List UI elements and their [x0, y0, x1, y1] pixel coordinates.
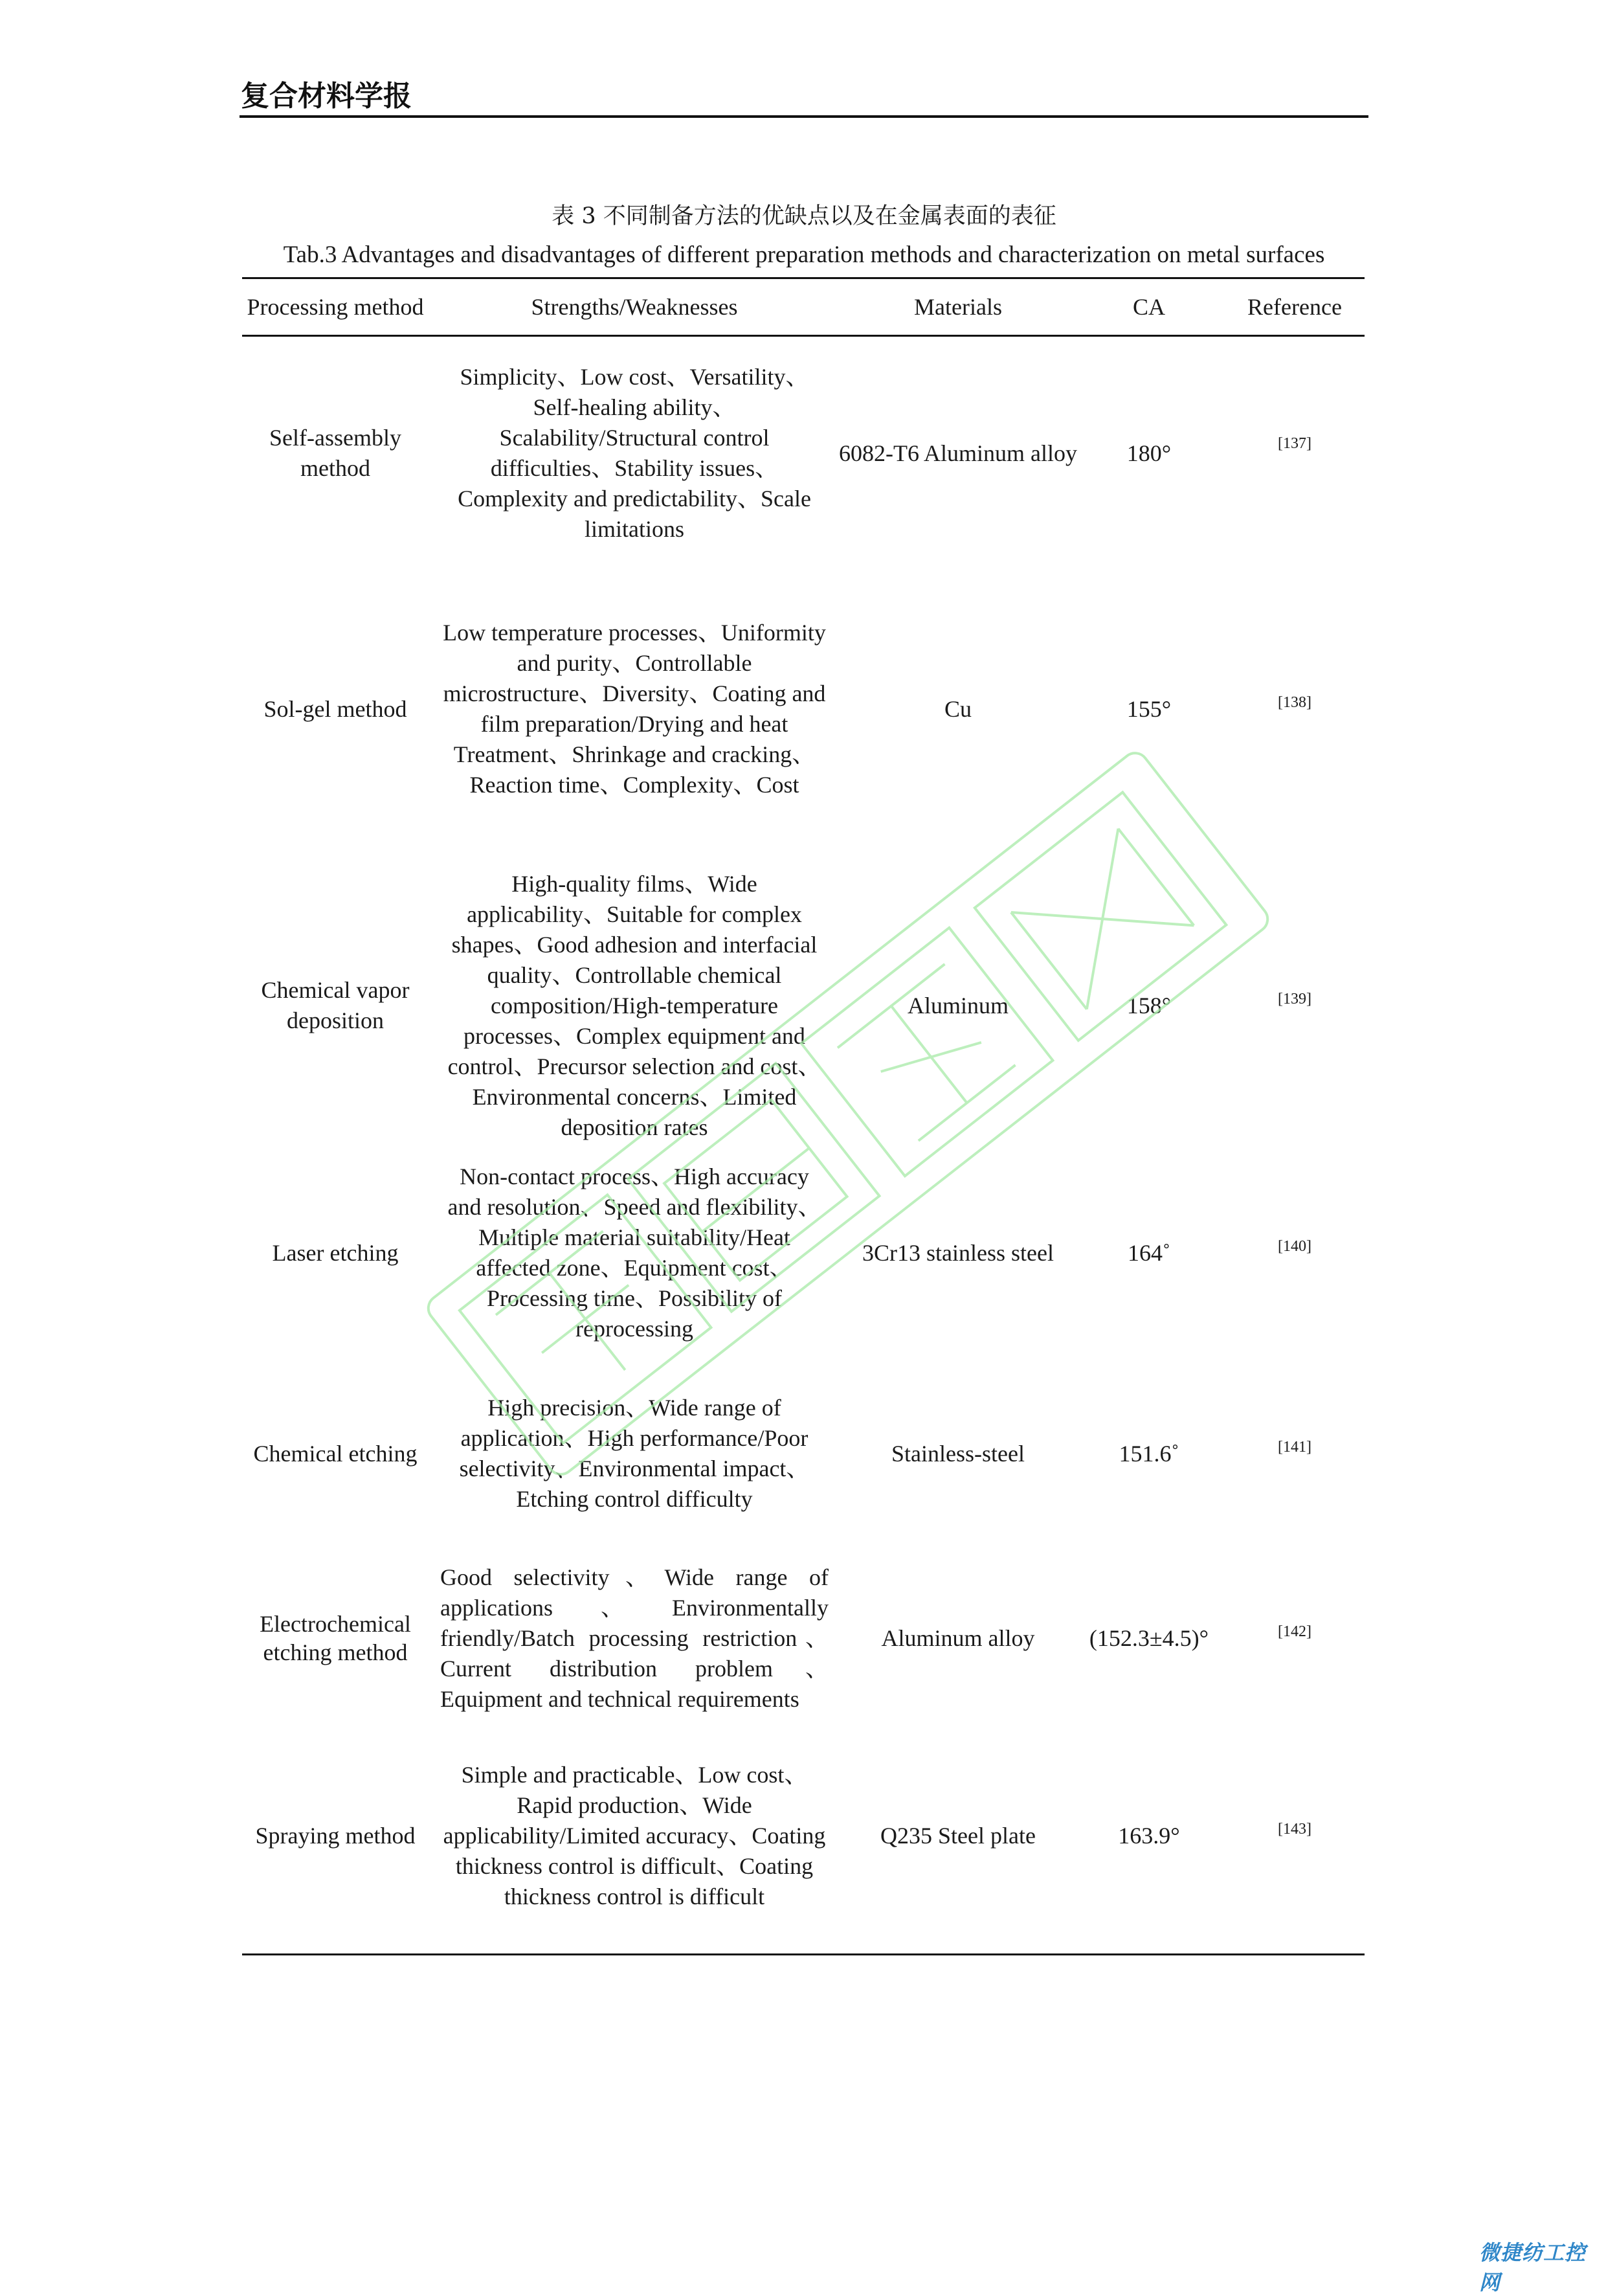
row-1-strengths-weaknesses: Simplicity、Low cost、Versatility、Self-healing ability、Scalability/Structural control difficulties、Stability issues、Complexity and predictability、Scale limitations	[458, 364, 811, 542]
row-4-ca: 164˚	[1128, 1239, 1170, 1266]
row-7-ca: 163.9°	[1118, 1822, 1180, 1849]
row-4-reference: [140]	[1278, 1238, 1311, 1255]
row-5-materials: Stainless-steel	[891, 1440, 1025, 1467]
corner-logo: 微捷纺工控网	[1479, 2240, 1587, 2295]
row-7-materials: Q235 Steel plate	[880, 1822, 1036, 1849]
row-1-ca: 180°	[1126, 440, 1172, 466]
row-2-strengths-weaknesses: Low temperature processes、Uniformity and purity、Controllable microstructure、Diversity、Coating and film preparation/Drying and heat Treatment、Shrinkage and cracking、Reaction time、Complexity、Cost	[443, 620, 826, 798]
table-bottom-rule	[242, 1953, 1365, 1955]
header-processing-method: Processing method	[247, 294, 424, 320]
row-3-materials: Aluminum	[907, 992, 1009, 1019]
row-6-reference: [142]	[1278, 1623, 1311, 1640]
row-5-method: Chemical etching	[253, 1441, 418, 1467]
row-4-method: Laser etching	[272, 1239, 399, 1266]
row-4-strengths-weaknesses: Non-contact process、High accuracy and resolution、Speed and flexibility、Multiple material suitability/Heat affected zone、Equipment cost、Processing time、Possibility of reprocessing	[447, 1164, 821, 1342]
row-2-ca: 155°	[1126, 695, 1172, 722]
row-5-reference: [141]	[1278, 1439, 1311, 1456]
row-2-reference: [138]	[1278, 694, 1311, 711]
header-materials: Materials	[914, 294, 1002, 320]
header-ca: CA	[1132, 294, 1165, 320]
row-1-method: Self-assembly method	[269, 425, 401, 481]
journal-title: 复合材料学报	[241, 80, 412, 113]
table-caption-zh: 表 3 不同制备方法的优缺点以及在金属表面的表征	[552, 203, 1056, 229]
row-4-materials: 3Cr13 stainless steel	[862, 1239, 1054, 1266]
row-5-ca: 151.6˚	[1119, 1440, 1179, 1467]
row-2-method: Sol-gel method	[263, 695, 407, 722]
row-2-materials: Cu	[944, 695, 972, 722]
header-strengths-weaknesses: Strengths/Weaknesses	[531, 294, 738, 320]
header-rule	[240, 115, 1368, 118]
table-caption-en: Tab.3 Advantages and disadvantages of different preparation methods and characterization on metal surfaces	[283, 242, 1325, 268]
table-header-rule	[242, 335, 1365, 337]
row-7-reference: [143]	[1278, 1821, 1311, 1838]
row-3-strengths-weaknesses: High-quality films、Wide applicability、Suitable for complex shapes、Good adhesion and interfacial quality、Controllable chemical composition/High-temperature processes、Complex equipment and control、Precursor selection and cost、Environmental concerns、Limited deposition rates	[447, 870, 821, 1140]
row-6-ca: (152.3±4.5)°	[1089, 1625, 1209, 1651]
row-7-method: Spraying method	[255, 1823, 416, 1849]
header-reference: Reference	[1247, 294, 1342, 320]
row-5-strengths-weaknesses: High precision、Wide range of application、High performance/Poor selectivity、Environmental impact、Etching control difficulty	[459, 1395, 810, 1512]
row-1-reference: [137]	[1278, 435, 1311, 452]
row-6-method: Electrochemical etching method	[260, 1611, 411, 1665]
row-6-materials: Aluminum alloy	[881, 1625, 1035, 1651]
row-3-ca: 158°	[1126, 992, 1172, 1019]
row-3-method: Chemical vapor deposition	[261, 977, 410, 1033]
row-6-strengths-weaknesses: Good selectivity、Wide range of applications、Environmentally friendly/Batch processing restriction、Current distribution problem、Equipment and technical requirements	[440, 1564, 829, 1712]
table-top-rule	[242, 277, 1365, 279]
row-1-materials: 6082-T6 Aluminum alloy	[839, 440, 1077, 466]
row-3-reference: [139]	[1278, 991, 1311, 1007]
row-7-strengths-weaknesses: Simple and practicable、Low cost、Rapid production、Wide applicability/Limited accuracy、Coating thickness control is difficult、Coating thickness control is difficult	[443, 1761, 826, 1909]
